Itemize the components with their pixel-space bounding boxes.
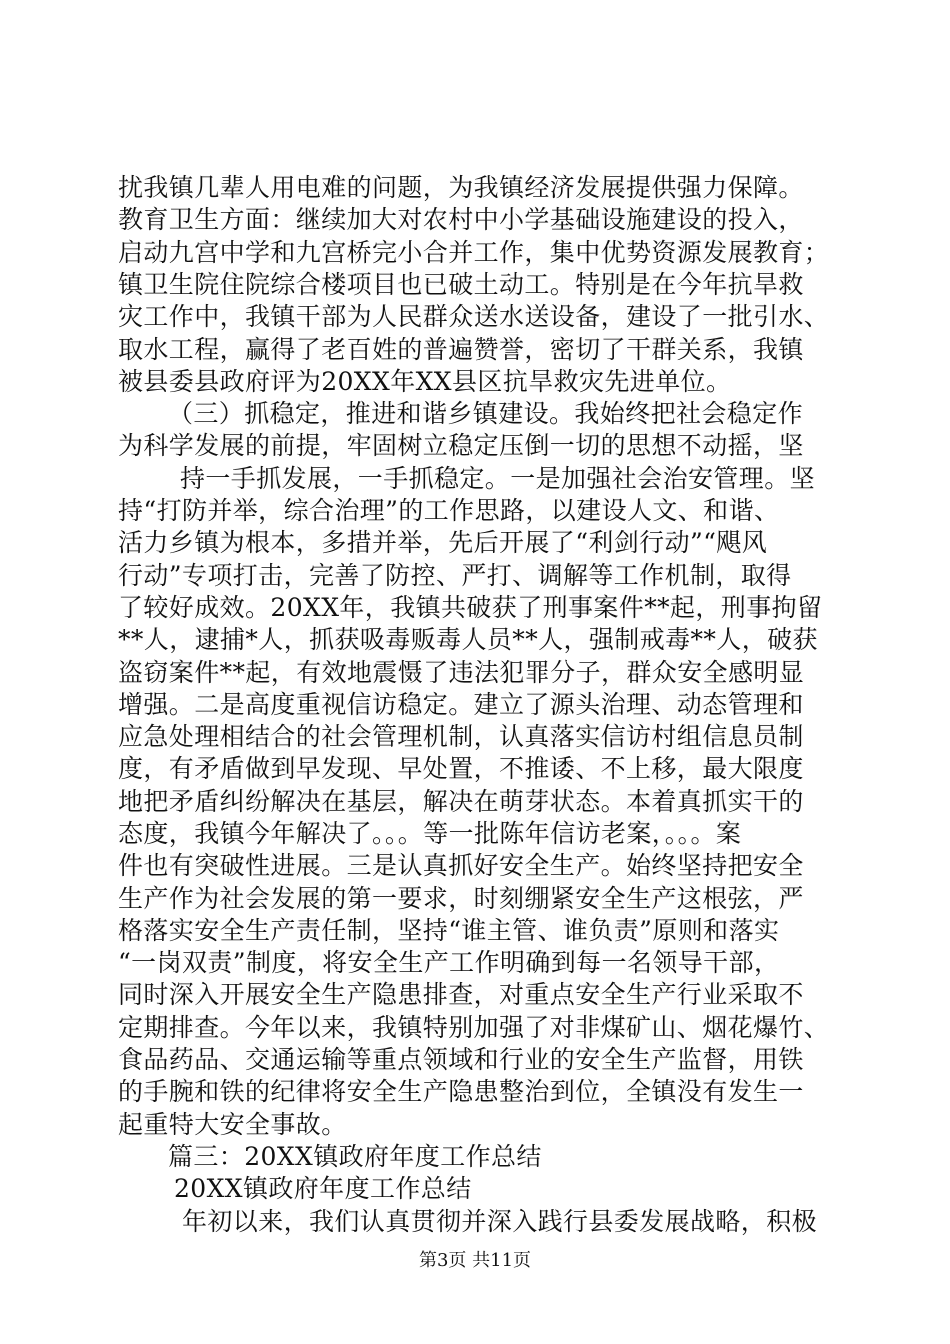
page-footer: 第3页 共11页 [418,1250,532,1271]
text-line: 盗窃案件**起，有效地震慑了违法犯罪分子，群众安全感明显 [118,658,805,687]
text-line: 年初以来，我们认真贯彻并深入践行县委发展战略，积极 [182,1207,818,1236]
text-line: 增强。二是高度重视信访稳定。建立了源头治理、动态管理和 [118,690,804,719]
document-title: 20XX镇政府年度工作总结 [174,1174,472,1203]
text-line: 扰我镇几辈人用电难的问题，为我镇经济发展提供强力保障。 [118,173,804,202]
text-line: 镇卫生院住院综合楼项目也已破土动工。特别是在今年抗旱救 [118,270,804,299]
text-line: 启动九宫中学和九宫桥完小合并工作，集中优势资源发展教育； [118,238,830,267]
text-line: 应急处理相结合的社会管理机制，认真落实信访村组信息员制 [118,722,804,751]
text-line: 持“打防并举，综合治理”的工作思路，以建设人文、和谐、 [118,496,780,525]
text-line: 食品药品、交通运输等重点领域和行业的安全生产监督，用铁 [118,1045,804,1074]
text-line: 为科学发展的前提，牢固树立稳定压倒一切的思想不动摇，坚 [118,431,804,460]
text-line: 取水工程，赢得了老百姓的普遍赞誉，密切了干群关系，我镇 [118,335,804,364]
text-line: （三）抓稳定，推进和谐乡镇建设。我始终把社会稳定作 [168,399,804,428]
text-line: 格落实安全生产责任制，坚持“谁主管、谁负责”原则和落实 [118,916,780,945]
text-line: 生产作为社会发展的第一要求，时刻绷紧安全生产这根弦，严 [118,884,804,913]
text-line: 行动”专项打击，完善了防控、严打、调解等工作机制，取得 [118,561,792,590]
text-line: 地把矛盾纠纷解决在基层，解决在萌芽状态。本着真抓实干的 [118,787,804,816]
text-line: 定期排查。今年以来，我镇特别加强了对非煤矿山、烟花爆竹、 [118,1013,830,1042]
text-line: **人，逮捕*人，抓获吸毒贩毒人员**人，强制戒毒**人，破获 [118,625,818,654]
text-line: 活力乡镇为根本，多措并举，先后开展了“利剑行动”“飓风 [118,528,768,557]
text-line: 被县委县政府评为20XX年XX县区抗旱救灾先进单位。 [118,367,732,396]
text-line: “一岗双责”制度，将安全生产工作明确到每一名领导干部， [118,948,780,977]
text-line: 件也有突破性进展。三是认真抓好安全生产。始终坚持把安全 [118,851,804,880]
text-line: 灾工作中，我镇干部为人民群众送水送设备，建设了一批引水、 [118,302,830,331]
text-line: 了较好成效。20XX年，我镇共破获了刑事案件**起，刑事拘留 [118,593,823,622]
text-line: 度，有矛盾做到早发现、早处置，不推诿、不上移，最大限度 [118,754,804,783]
text-line: 持一手抓发展，一手抓稳定。一是加强社会治安管理。坚 [180,464,816,493]
text-line: 的手腕和铁的纪律将安全生产隐患整治到位，全镇没有发生一 [118,1077,804,1106]
text-line: 教育卫生方面：继续加大对农村中小学基础设施建设的投入， [118,205,804,234]
text-line: 同时深入开展安全生产隐患排查，对重点安全生产行业采取不 [118,980,804,1009]
text-line: 起重特大安全事故。 [118,1110,347,1139]
text-line: 态度，我镇今年解决了。。。等一批陈年信访老案，。。。案 [118,819,742,848]
section-heading: 篇三：20XX镇政府年度工作总结 [168,1142,542,1171]
